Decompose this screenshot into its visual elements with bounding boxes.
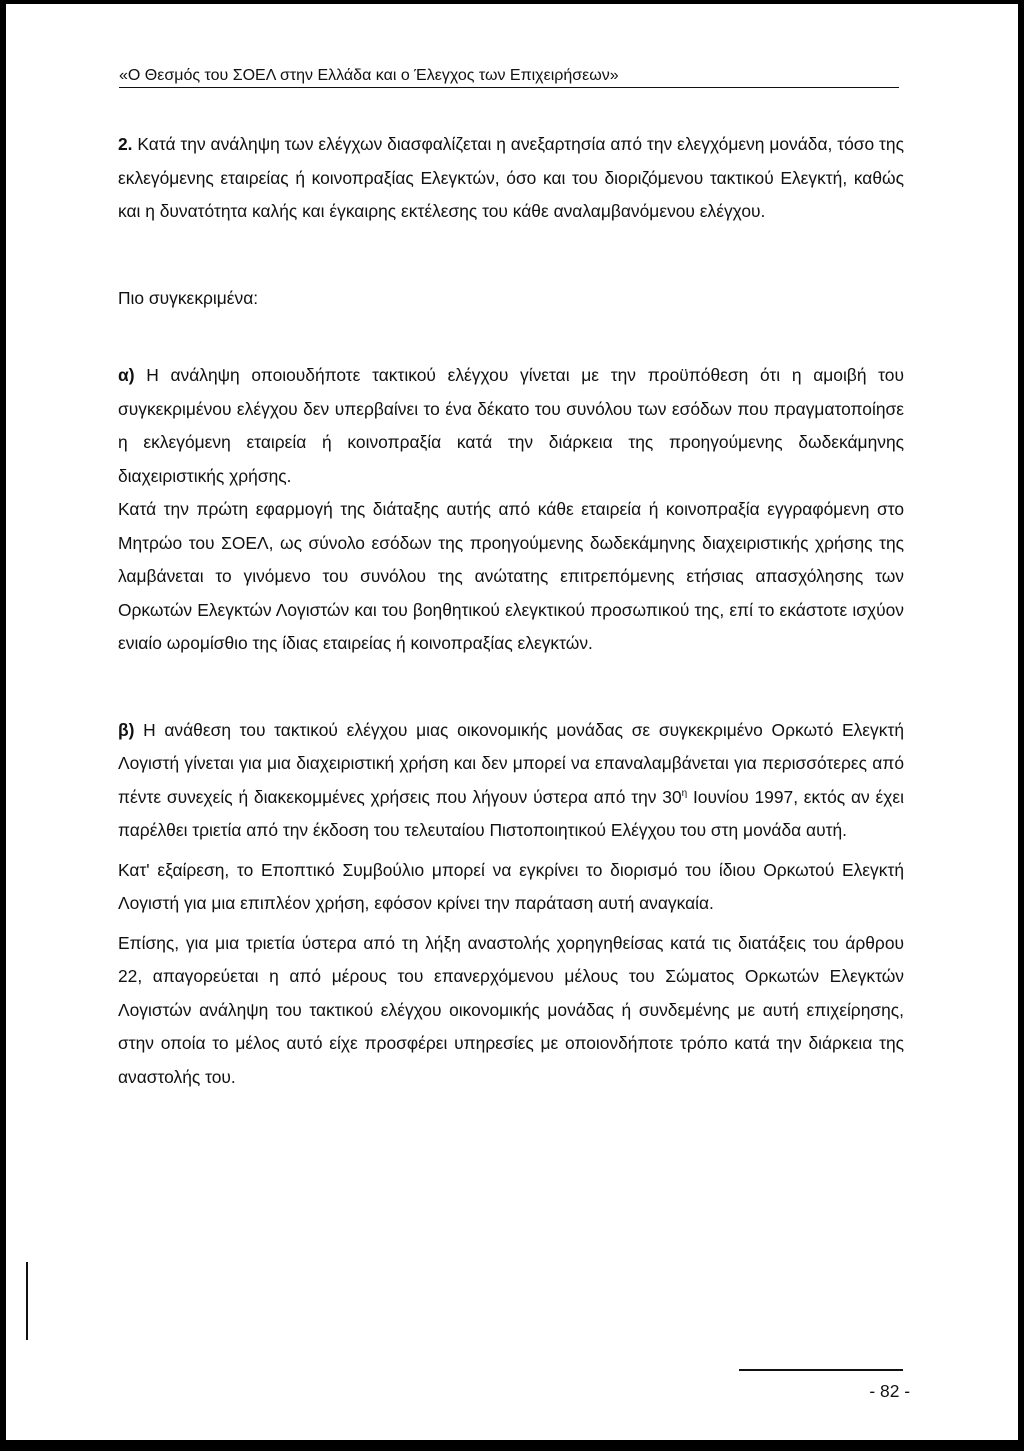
- clause-a-continuation: Κατά την πρώτη εφαρμογή της διάταξης αυτής από κάθε εταιρεία ή κοινοπραξία εγγραφόμενη στο Μητρώο του ΣΟΕΛ, ως σύνολο εσόδων της προηγούμενης δωδεκάμηνης διαχειριστικής χρήσης της λαμβάνεται το γινόμενο του συνόλου της ανώτατης επιτρεπόμενης ετήσιας απασχόλησης των Ορκωτών Ελεγκτών Λογιστών και του βοηθητικού ελεγκτικού προσωπικού της, επί το εκάστοτε ισχύον ενιαίο ωρομίσθιο της ίδιας εταιρείας ή κοινοπραξίας ελεγκτών.: [118, 499, 904, 653]
- clause-b-text-part2: Ιουνίου 1997, εκτός αν έχει παρέλθει τριετία από την έκδοση του τελευταίου Πιστοποιητικού Ελέγχου του στη μονάδα αυτή.: [118, 786, 904, 840]
- also-paragraph: Επίσης, για μια τριετία ύστερα από τη λήξη αναστολής χορηγηθείσας κατά τις διατάξεις του άρθρου 22, απαγορεύεται η από μέρους του επανερχόμενου μέλους του Σώματος Ορκωτών Ελεγκτών Λογιστών ανάληψη του τακτικού ελέγχου οικονομικής μονάδας ή συνδεμένης με αυτή επιχείρησης, στην οποία το μέλος αυτό είχε προσφέρει υπηρεσίες με οποιονδήποτε τρόπο κατά την διάρκεια της αναστολής του.: [118, 932, 904, 1087]
- clause-a-text: Η ανάληψη οποιουδήποτε τακτικού ελέγχου γίνεται με την προϋπόθεση ότι η αμοιβή του συγκεκριμένου ελέγχου δεν υπερβαίνει το ένα δέκατο του συνόλου των εσόδων που πραγματοποίησε η εκλεγόμενη εταιρεία ή κοινοπραξία κατά την διάρκεια της προηγούμενης δωδεκάμηνης διαχειριστικής χρήσης.: [118, 365, 904, 486]
- margin-rule: [26, 1262, 28, 1340]
- item-2-text: Κατά την ανάληψη των ελέγχων διασφαλίζεται η ανεξαρτησία από την ελεγχόμενη μονάδα, τόσο της εκλεγόμενης εταιρείας ή κοινοπραξίας Ελεγκτών, όσο και του διοριζόμενου τακτικού Ελεγκτή, καθώς και η δυνατότητα καλής και έγκαιρης εκτέλεσης του κάθε αναλαμβανόμενου ελέγχου.: [118, 134, 904, 221]
- exception-paragraph: Κατ' εξαίρεση, το Εποπτικό Συμβούλιο μπορεί να εγκρίνει το διορισμό του ίδιου Ορκωτού Ελεγκτή Λογιστή για μια επιπλέον χρήση, εφόσον κρίνει την παράταση αυτή αναγκαία.: [118, 859, 904, 913]
- document-body: [118, 128, 904, 1094]
- item-2-paragraph: [118, 128, 904, 229]
- clause-b-paragraph: [118, 714, 904, 848]
- clause-b-label: β): [118, 719, 135, 740]
- clause-a-paragraph: [118, 359, 904, 493]
- clause-b-text-part1: Η ανάθεση του τακτικού ελέγχου μιας οικονομικής μονάδας σε συγκεκριμένο Ορκωτό Ελεγκτή Λογιστή γίνεται για μια διαχειριστική χρήση και δεν μπορεί να επαναλαμβάνεται για περισσότερες από πέντε συνεχείς ή διακεκομμένες χρήσεις που λήγουν ύστερα από την 30: [118, 719, 904, 807]
- page-number: - 82 -: [869, 1381, 910, 1401]
- document-page: [6, 4, 1018, 1440]
- footer-rule: [739, 1369, 903, 1371]
- running-header: «Ο Θεσμός του ΣΟΕΛ στην Ελλάδα και ο Έλεγχος των Επιχειρήσεων»: [119, 66, 899, 88]
- clause-b-superscript: η: [681, 787, 688, 799]
- intro-line: Πιο συγκεκριμένα:: [118, 287, 259, 308]
- clause-a-label: α): [118, 365, 135, 385]
- item-2-number: 2.: [118, 134, 133, 154]
